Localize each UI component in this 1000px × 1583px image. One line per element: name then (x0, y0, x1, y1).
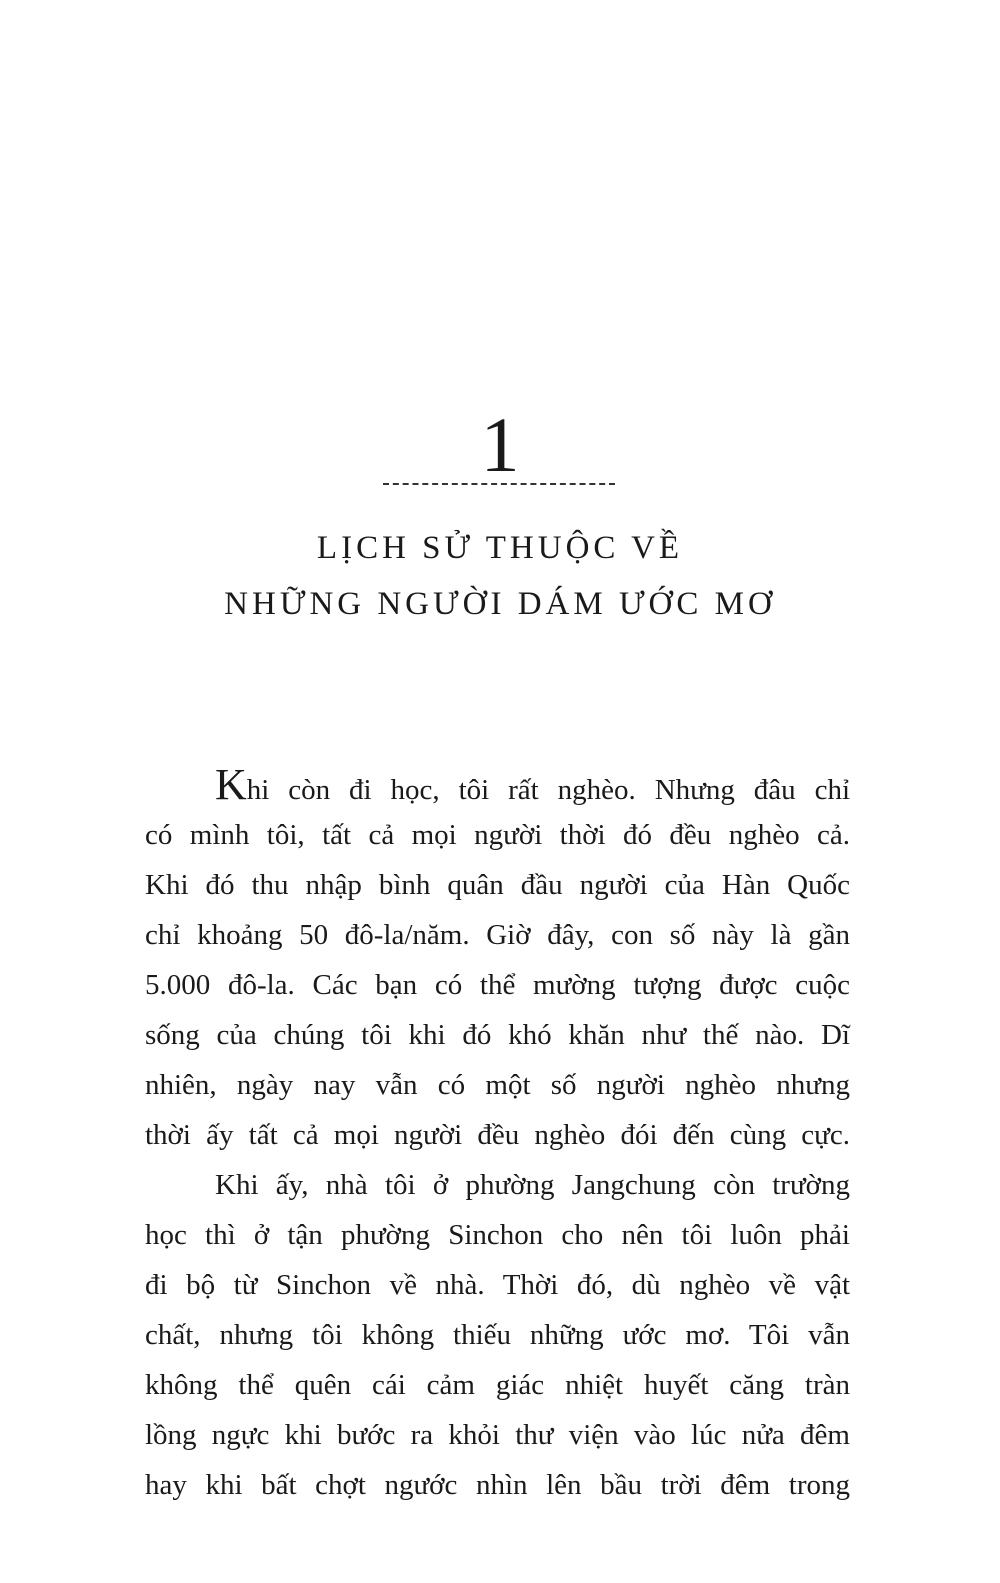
text-line: thời ấy tất cả mọi người đều nghèo đói đến cùng cực. (145, 1119, 850, 1151)
text-line: nhiên, ngày nay vẫn có một số người nghèo nhưng (145, 1069, 850, 1101)
text-line: học thì ở tận phường Sinchon cho nên tôi luôn phải (145, 1219, 850, 1251)
text-line: đi bộ từ Sinchon về nhà. Thời đó, dù nghèo về vật (145, 1269, 850, 1301)
dashed-divider (383, 483, 615, 485)
chapter-number: 1 (480, 401, 520, 488)
paragraph-2 (145, 1160, 850, 1510)
text-line: Khi đó thu nhập bình quân đầu người của Hàn Quốc (145, 869, 850, 901)
text-line: Khi ấy, nhà tôi ở phường Jangchung còn trường (215, 1169, 850, 1201)
text-line: không thể quên cái cảm giác nhiệt huyết căng tràn (145, 1369, 850, 1401)
text-line (145, 760, 850, 810)
paragraph-1 (145, 760, 850, 1160)
text-line: chỉ khoảng 50 đô-la/năm. Giờ đây, con số này là gần (145, 919, 850, 951)
chapter-title-line-1: LỊCH SỬ THUỘC VỀ (316, 530, 684, 566)
drop-cap: K (215, 760, 247, 809)
text-line: 5.000 đô-la. Các bạn có thể mường tượng được cuộc (145, 969, 850, 1001)
text-line: lồng ngực khi bước ra khỏi thư viện vào lúc nửa đêm (145, 1419, 850, 1451)
text-line: sống của chúng tôi khi đó khó khăn như thế nào. Dĩ (145, 1019, 850, 1051)
first-line-text: hi còn đi học, tôi rất nghèo. Nhưng đâu chỉ (246, 774, 850, 806)
text-line: hay khi bất chợt ngước nhìn lên bầu trời đêm trong (145, 1469, 850, 1501)
text-line: chất, nhưng tôi không thiếu những ước mơ. Tôi vẫn (145, 1319, 850, 1351)
text-line: có mình tôi, tất cả mọi người thời đó đều nghèo cả. (145, 819, 850, 851)
chapter-title-line-2: NHỮNG NGƯỜI DÁM ƯỚC MƠ (224, 586, 776, 622)
chapter-body (145, 760, 850, 1510)
